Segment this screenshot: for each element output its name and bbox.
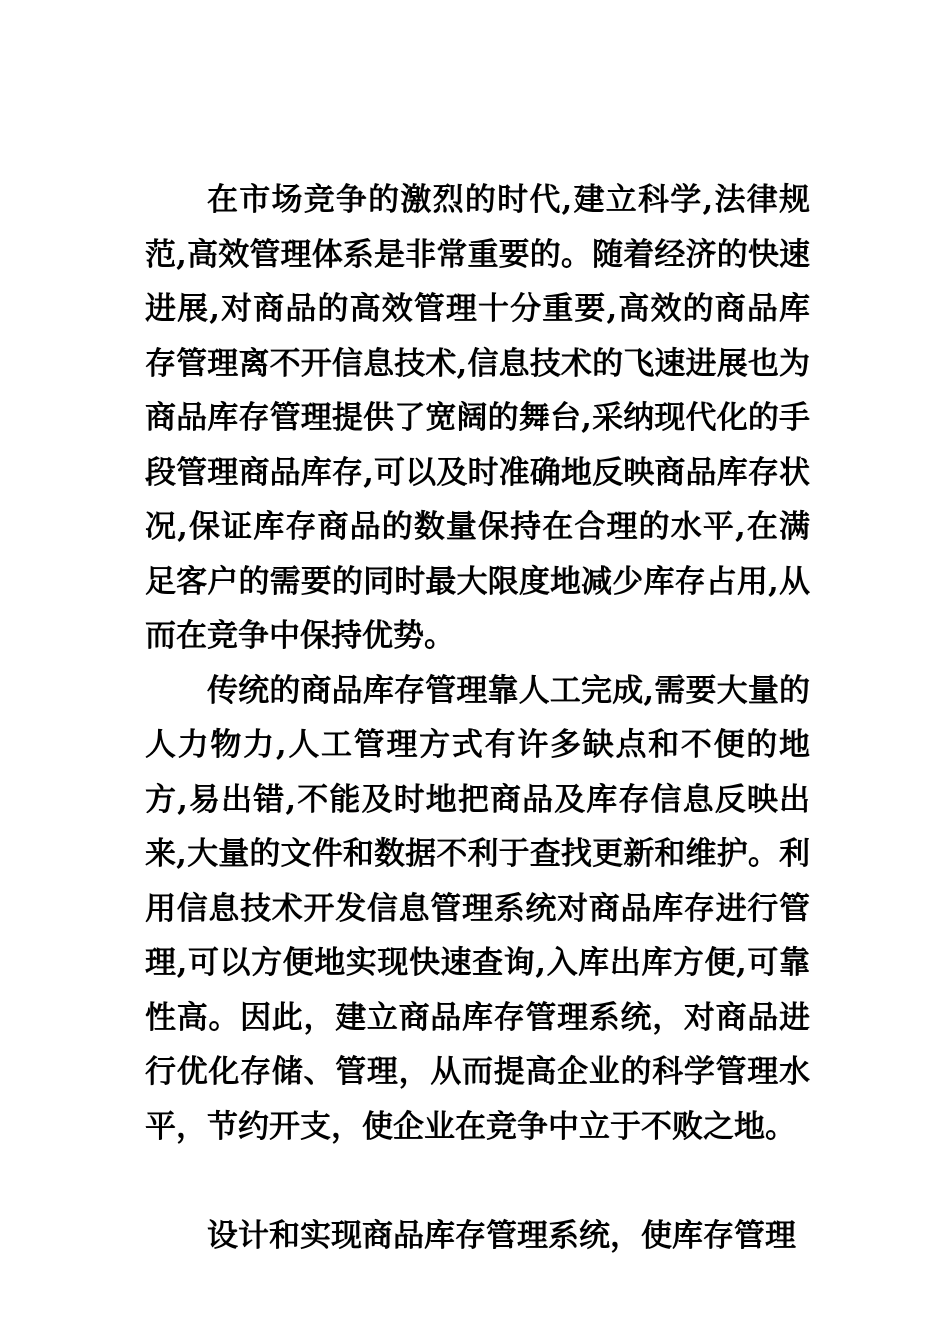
paragraph-system-design: 设计和实现商品库存管理系统，使库存管理 bbox=[207, 1217, 796, 1254]
paragraph-market-competition: 在市场竞争的激烈的时代,建立科学,法律规范,高效管理体系是非常重要的。随着经济的快速进展,对商品的高效管理十分重要,高效的商品库存管理离不开信息技术,信息技术的飞速进展也为商品库存管理提供了宽阔的舞台,采纳现代化的手段管理商品库存,可以及时准确地反映商品库存状况,保证库存商品的数量保持在合理的水平,在满足客户的需要的同时最大限度地减少库存占用,从而在竞争中保持优势。 bbox=[145, 182, 810, 654]
document-body bbox=[145, 173, 810, 1263]
paragraph-spacer bbox=[145, 1154, 810, 1209]
paragraph-traditional-management: 传统的商品库存管理靠人工完成,需要大量的人力物力,人工管理方式有许多缺点和不便的地方,易出错,不能及时地把商品及库存信息反映出来,大量的文件和数据不利于查找更新和维护。利用信息技术开发信息管理系统对商品库存进行管理,可以方便地实现快速查询,入库出库方便,可靠性高。因此，建立商品库存管理系统，对商品进行优化存储、管理，从而提高企业的科学管理水平，节约开支，使企业在竞争中立于不败之地。 bbox=[145, 672, 810, 1145]
